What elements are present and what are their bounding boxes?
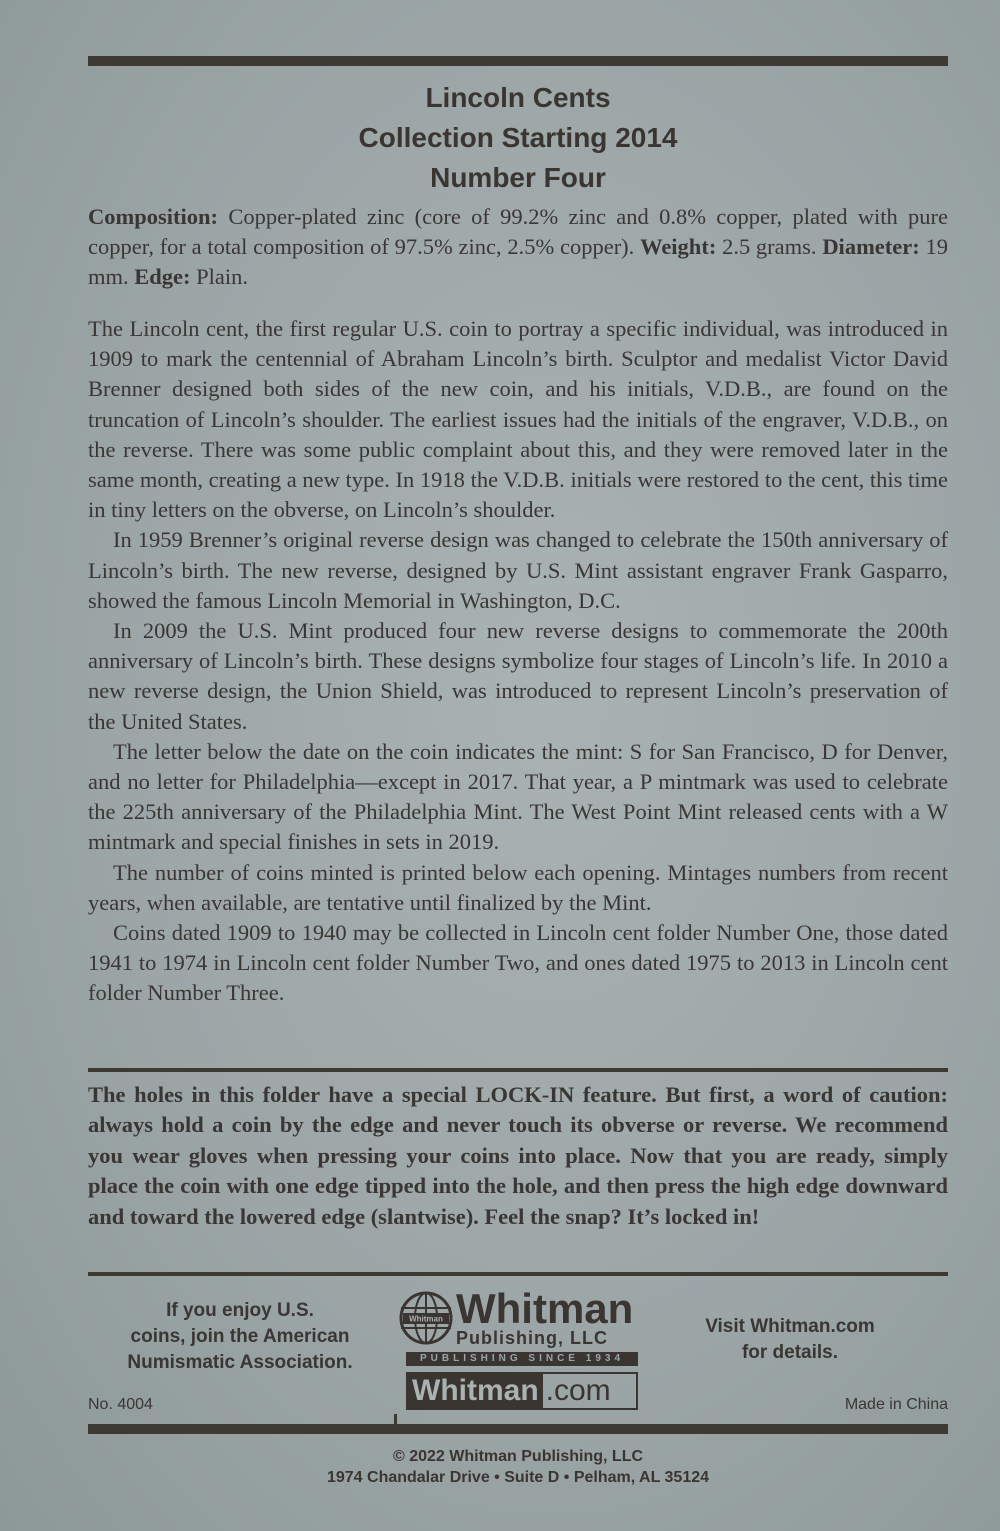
composition-label: Composition: [88, 204, 219, 229]
visit-line-2: for details. [741, 1342, 839, 1363]
logo-website [406, 1372, 638, 1410]
ana-promo [105, 1298, 375, 1376]
catalog-number: No. 4004 [88, 1396, 153, 1413]
ana-line-1: If you enjoy U.S. [166, 1300, 314, 1321]
paragraph-5: The number of coins minted is printed below each opening. Mintages numbers from recent years, when available, are tentative until finalized by the Mint. [88, 859, 948, 915]
paragraph-3: In 2009 the U.S. Mint produced four new reverse designs to commemorate the 200th anniversary of Lincoln’s birth. These designs symbolize four stages of Lincoln’s life. In 2010 a new reverse design, the Union Shield, was introduced to represent Lincoln’s preservation of the United States. [88, 618, 948, 734]
paragraph-2: In 1959 Brenner’s original reverse design was changed to celebrate the 150th anniversary of Lincoln’s birth. The new reverse, designed by U.S. Mint assistant engraver Frank Gasparro, showed the famous Lincoln Memorial in Washington, D.C. [88, 527, 948, 613]
logo-website-suffix: .com [545, 1374, 611, 1407]
caution-top-rule [88, 1068, 948, 1072]
logo-since: PUBLISHING SINCE 1934 [406, 1352, 638, 1366]
weight-label: Weight: [640, 234, 717, 259]
visit-line-1: Visit Whitman.com [705, 1316, 875, 1337]
paragraph-6: Coins dated 1909 to 1940 may be collected in Lincoln cent folder Number One, those dated 1941 to 1974 in Lincoln cent folder Number Two, and ones dated 1975 to 2013 in Lincoln cent folder Number Three. [88, 920, 948, 1006]
title-line-2: Collection Starting 2014 [358, 122, 678, 153]
edge-label: Edge: [134, 264, 191, 289]
title-line-3: Number Four [430, 162, 606, 193]
address: 1974 Chandalar Drive • Suite D • Pelham, AL 35124 [326, 1469, 710, 1486]
copyright: © 2022 Whitman Publishing, LLC [392, 1448, 644, 1465]
specifications [88, 202, 948, 292]
history-text [88, 314, 948, 1009]
bottom-rule [88, 1424, 948, 1434]
whitman-logo [398, 1286, 644, 1421]
edge-text: Plain. [196, 264, 249, 289]
logo-name: Whitman [456, 1285, 634, 1332]
logo-divider [394, 1414, 397, 1424]
globe-icon [398, 1288, 454, 1348]
caution-bottom-rule [88, 1272, 948, 1276]
ana-line-2: coins, join the American [130, 1326, 350, 1347]
weight-text: 2.5 grams. [722, 234, 817, 259]
lock-in-caution: The holes in this folder have a special LOCK-IN feature. But first, a word of caution: always hold a coin by the edge and never touch its obverse or reverse. We recommend you wear gloves when pressing your coins into place. Now that you are ready, simply place the coin with one edge tipped into the hole, and then press the high edge downward and toward the lowered edge (slantwise). Feel the snap? It’s locked in! [88, 1082, 948, 1229]
globe-text: Whitman [409, 1314, 443, 1324]
top-rule [88, 56, 948, 66]
logo-subtitle: Publishing, LLC [456, 1328, 608, 1348]
paragraph-1: The Lincoln cent, the first regular U.S. coin to portray a specific individual, was introduced in 1909 to mark the centennial of Abraham Lincoln’s birth. Sculptor and medalist Victor David Brenner designed both sides of the new coin, and his initials, V.D.B., are found on the truncation of Lincoln’s shoulder. The earliest issues had the initials of the engraver, V.D.B., on the reverse. There was some public complaint about this, and they were removed later in the same month, creating a new type. In 1918 the V.D.B. initials were restored to the cent, this time in tiny letters on the obverse, on Lincoln’s shoulder. [88, 316, 948, 523]
title-line-1: Lincoln Cents [425, 82, 611, 113]
visit-promo [690, 1314, 890, 1366]
ana-line-3: Numismatic Association. [127, 1352, 353, 1373]
paragraph-4: The letter below the date on the coin indicates the mint: S for San Francisco, D for Denver, and no letter for Philadelphia—except in 2017. That year, a P mintmark was used to celebrate the 225th anniversary of the Philadelphia Mint. The West Point Mint released cents with a W mintmark and special finishes in sets in 2019. [88, 738, 948, 855]
composition-text: Copper-plated zinc (core of 99.2% zinc and 0.8% copper, plated with pure copper, for a total composition of 97.5% zinc, 2.5% copper). [88, 204, 949, 259]
made-in-label: Made in China [844, 1396, 948, 1413]
diameter-label: Diameter: [822, 234, 920, 259]
logo-website-name: Whitman [408, 1374, 543, 1408]
diameter-text: 19 mm. [88, 234, 949, 289]
